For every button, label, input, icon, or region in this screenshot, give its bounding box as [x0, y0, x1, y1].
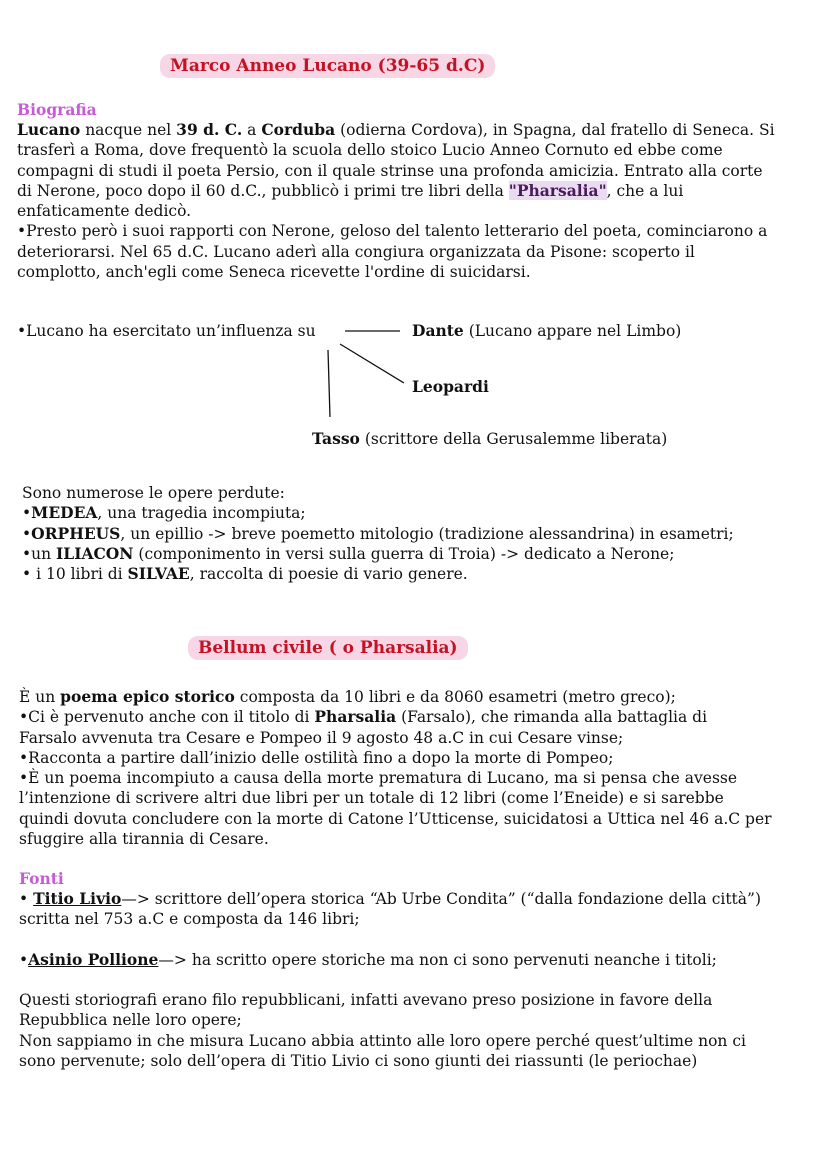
- work-iliacon: •un ILIACON (componimento in versi sulla guerra di Troia) -> dedicato a Nerone;: [22, 543, 675, 563]
- fonti-para-2: Repubblica nelle loro opere;: [19, 1011, 242, 1030]
- bellum-text: [19, 687, 772, 849]
- fonti-para-4: sono pervenute; solo dell’opera di Titio Livio ci sono giunti dei riassunti (le periochae): [19, 1051, 698, 1070]
- bellum-line-5: •È un poema incompiuto a causa della morte prematura di Lucano, ma si pensa che avesse: [19, 769, 738, 788]
- bellum-heading-text: Bellum civile ( o Pharsalia): [188, 636, 468, 660]
- fonti-conclusion: [19, 990, 746, 1071]
- line-to-tasso: [328, 350, 330, 417]
- fonti-para-1: Questi storiografi erano filo repubblicani, infatti avevano preso posizione in favore della: [19, 991, 713, 1009]
- bellum-line-3: Farsalo avvenuta tra Cesare e Pompeo il 9 agosto 48 a.C in cui Cesare vinse;: [19, 728, 624, 747]
- bellum-line-4: •Racconta a partire dall’inizio delle ostilità fino a dopo la morte di Pompeo;: [19, 748, 614, 767]
- fonti-para-3: Non sappiamo in che misura Lucano abbia attinto alle loro opere perché quest’ultime non ci: [19, 1031, 746, 1050]
- fonti-livio-line-1: • Titio Livio—> scrittore dell’opera storica “Ab Urbe Condita” (“dalla fondazione della città”): [19, 889, 762, 908]
- bellum-heading: [188, 638, 468, 658]
- bio-line-3: compagni di studi il poeta Persio, con il quale strinse una profonda amicizia. Entrato alla corte: [17, 161, 763, 180]
- bio-line-8: complotto, anch'egli come Seneca ricevette l'ordine di suicidarsi.: [17, 263, 531, 282]
- influence-leopardi: Leopardi: [412, 377, 489, 396]
- bio-line-2: trasferì a Roma, dove frequentò la scuola dello stoico Lucio Anneo Cornuto ed ebbe come: [17, 141, 723, 160]
- lost-works-intro: Sono numerose le opere perdute:: [22, 484, 285, 502]
- line-to-leopardi: [340, 344, 404, 383]
- work-medea: •MEDEA, una tragedia incompiuta;: [22, 503, 306, 523]
- bio-line-7: deteriorarsi. Nel 65 d.C. Lucano aderì alla congiura organizzata da Pisone: scoperto il: [17, 242, 695, 261]
- bio-line-1: Lucano nacque nel 39 d. C. a Corduba (odierna Cordova), in Spagna, dal fratello di Seneca. Si: [17, 120, 775, 139]
- fonti-heading: Fonti: [19, 869, 64, 888]
- lost-works: [22, 483, 734, 584]
- bellum-line-1: È un poema epico storico composta da 10 libri e da 8060 esametri (metro greco);: [19, 687, 676, 706]
- influence-source: •Lucano ha esercitato un’influenza su: [17, 322, 316, 340]
- bio-line-6: •Presto però i suoi rapporti con Nerone, geloso del talento letterario del poeta, cominciarono a: [17, 222, 768, 241]
- bio-line-4: di Nerone, poco dopo il 60 d.C., pubblicò i primi tre libri della "Pharsalia", che a lui: [17, 180, 684, 200]
- bio-line-5: enfaticamente dedicò.: [17, 202, 192, 221]
- pharsalia-highlight: "Pharsalia": [508, 180, 607, 200]
- work-silvae: • i 10 libri di SILVAE, raccolta di poesie di vario genere.: [22, 564, 468, 584]
- bellum-line-7: quindi dovuta concludere con la morte di Catone l’Utticense, suicidatosi a Uttica nel 46 a.C per: [19, 809, 772, 828]
- bellum-line-6: l’intenzione di scrivere altri due libri per un totale di 12 libri (come l’Eneide) e si sarebbe: [19, 789, 724, 808]
- fonti-livio: [19, 889, 761, 930]
- bellum-line-8: sfuggire alla tirannia di Cesare.: [19, 830, 269, 849]
- fonti-pollione: •Asinio Pollione—> ha scritto opere storiche ma non ci sono pervenuti neanche i titoli;: [19, 950, 717, 969]
- influence-tasso: Tasso (scrittore della Gerusalemme liberata): [312, 429, 668, 448]
- influence-dante: Dante (Lucano appare nel Limbo): [412, 321, 682, 340]
- bellum-line-2: •Ci è pervenuto anche con il titolo di Pharsalia (Farsalo), che rimanda alla battaglia di: [19, 707, 708, 727]
- work-orpheus: •ORPHEUS, un epillio -> breve poemetto mitologio (tradizione alessandrina) in esametri;: [22, 523, 734, 543]
- title-text: Marco Anneo Lucano (39-65 d.C): [160, 54, 495, 78]
- fonti-livio-line-2: scritta nel 753 a.C e composta da 146 libri;: [19, 910, 360, 929]
- biografia-heading: Biografia: [17, 100, 97, 119]
